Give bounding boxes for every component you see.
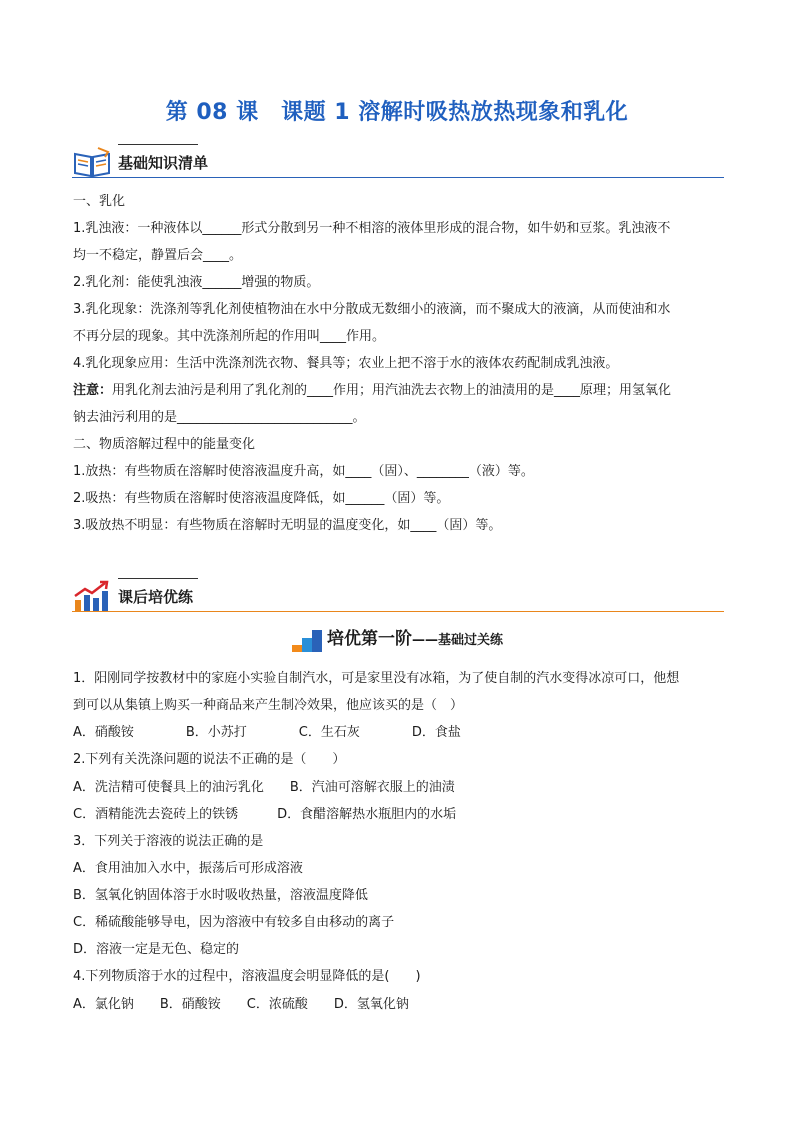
option-line: C．稀硫酸能够导电，因为溶液中有较多自由移动的离子 <box>73 915 395 930</box>
stairs-icon <box>291 627 323 653</box>
text-line: 3.吸放热不明显：有些物质在溶解时无明显的温度变化，如____（固）等。 <box>73 518 502 533</box>
option-line: A．氯化钠 B．硝酸铵 C．浓硫酸 D．氢氧化钠 <box>73 997 409 1012</box>
text-line: 2.乳化剂：能使乳浊液______增强的物质。 <box>73 275 320 290</box>
option-line: A．洗洁精可使餐具上的油污乳化 B．汽油可溶解衣服上的油渍 <box>73 780 455 795</box>
option-line: A．硝酸铵 B．小苏打 C．生石灰 D．食盐 <box>73 725 461 740</box>
sub-title: 培优第一阶 <box>326 629 412 649</box>
text-line: 3.乳化现象：洗涤剂等乳化剂使植物油在水中分散成无数细小的液滴，而不聚成大的液滴，从而使油和水 <box>73 302 671 317</box>
rising-chart-icon <box>72 580 112 612</box>
question-line: 3．下列关于溶液的说法正确的是 <box>73 834 264 849</box>
question-line: 1．阳刚同学按教材中的家庭小实验自制汽水，可是家里没有冰箱，为了使自制的汽水变得冰凉可口，他想 <box>73 671 680 686</box>
text-line: 2.吸热：有些物质在溶解时使溶液温度降低，如______（固）等。 <box>73 491 450 506</box>
page-title: 第 08 课 课题 1 溶解时吸热放热现象和乳化 <box>165 100 629 125</box>
open-book-icon <box>72 146 112 178</box>
option-line: C．酒精能洗去瓷砖上的铁锈 D．食醋溶解热水瓶胆内的水垢 <box>73 807 457 822</box>
text-line: 均一不稳定，静置后会____。 <box>73 248 243 263</box>
text-line: 不再分层的现象。其中洗涤剂所起的作用叫____作用。 <box>73 329 386 344</box>
option-line: A．食用油加入水中，振荡后可形成溶液 <box>73 861 303 876</box>
text-line: 4.乳化现象应用：生活中洗涤剂洗衣物、餐具等；农业上把不溶于水的液体农药配制成乳浊液。 <box>73 356 619 371</box>
section-header-basics <box>72 144 724 178</box>
text-line: 1.放热：有些物质在溶解时使溶液温度升高，如____（固）、________（液）等。 <box>73 464 534 479</box>
note-line: 注意：用乳化剂去油污是利用了乳化剂的____作用；用汽油洗去衣物上的油渍用的是____原理；用氢氧化 <box>73 383 672 398</box>
section-header-practice <box>72 578 724 612</box>
text-line: 1.乳浊液：一种液体以______形式分散到另一种不相溶的液体里形成的混合物，如牛奶和豆浆。乳浊液不 <box>73 221 671 236</box>
text-line: 钠去油污利用的是___________________________。 <box>73 410 366 425</box>
question-line: 到可以从集镇上购买一种商品来产生制冷效果，他应该买的是（ ） <box>73 698 464 713</box>
note-label: 注意： <box>73 383 113 398</box>
option-line: D．溶液一定是无色、稳定的 <box>73 942 240 957</box>
option-line: B．氢氧化钠固体溶于水时吸收热量，溶液温度降低 <box>73 888 368 903</box>
question-line: 2.下列有关洗涤问题的说法不正确的是（ ） <box>73 752 346 767</box>
text-line: 一、乳化 <box>73 194 126 209</box>
section-heading: 课后培优练 <box>118 588 194 606</box>
sub-heading <box>0 624 794 653</box>
text-line: 二、物质溶解过程中的能量变化 <box>73 437 256 452</box>
question-line: 4.下列物质溶于水的过程中，溶液温度会明显降低的是( ) <box>73 969 421 984</box>
sub-suffix: ——基础过关练 <box>411 633 503 648</box>
section-heading: 基础知识清单 <box>118 154 209 172</box>
